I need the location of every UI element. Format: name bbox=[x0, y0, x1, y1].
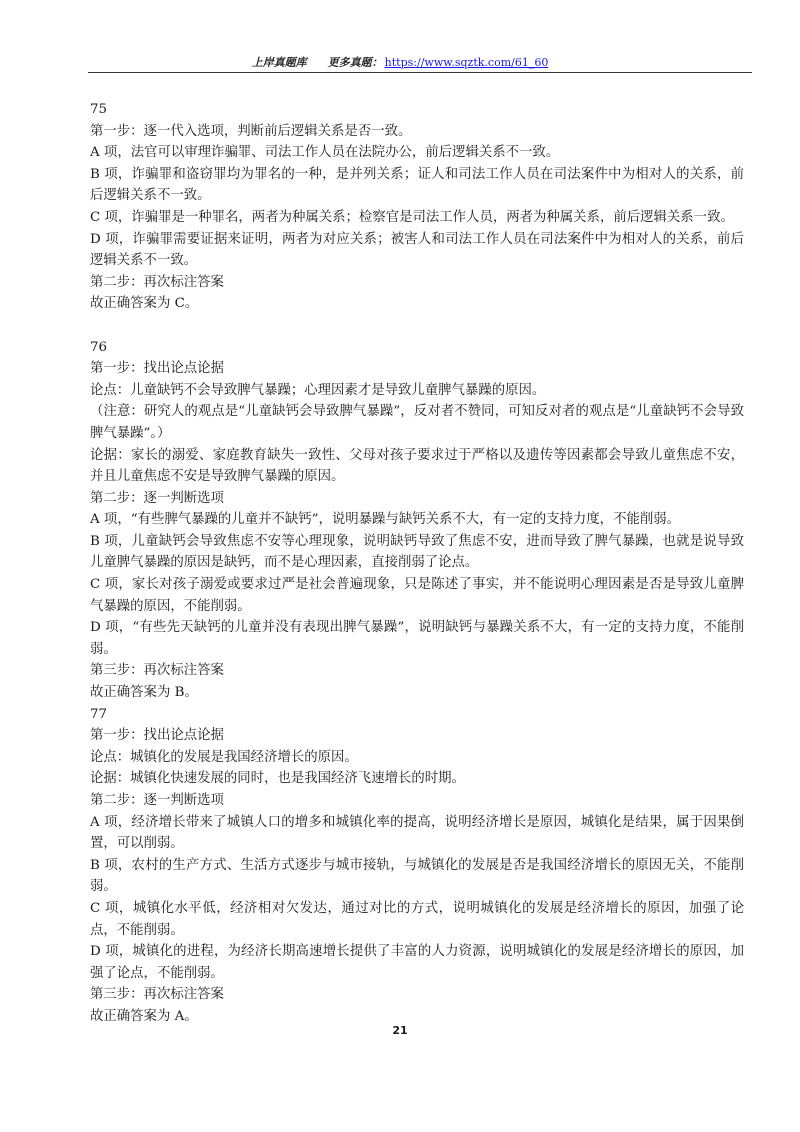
question-77 bbox=[90, 704, 744, 1028]
option-c-line: C 项，城镇化水平低，经济相对欠发达，通过对比的方式，说明城镇化的发展是经济增长的原因，加强了论点，不能削弱。 bbox=[90, 900, 744, 938]
option-d-line: D 项，城镇化的进程，为经济长期高速增长提供了丰富的人力资源，说明城镇化的发展是经济增长的原因，加强了论点，不能削弱。 bbox=[90, 944, 744, 981]
option-b-line: B 项，儿童缺钙会导致焦虑不安等心理现象，说明缺钙导致了焦虑不安，进而导致了脾气暴躁，也就是说导致儿童脾气暴躁的原因是缺钙，而不是心理因素，直接削弱了论点。 bbox=[90, 533, 744, 571]
page-header bbox=[0, 56, 800, 70]
site-label: 上岸真题库 bbox=[251, 56, 307, 69]
header-link[interactable]: https://www.sqztk.com/61_60 bbox=[384, 56, 549, 69]
option-c-line: C 项，诈骗罪是一种罪名，两者为种属关系；检察官是司法工作人员，两者为种属关系，前后逻辑关系一致。 bbox=[90, 209, 734, 225]
header-divider bbox=[88, 72, 752, 73]
thesis-line: 论点：儿童缺钙不会导致脾气暴躁；心理因素才是导致儿童脾气暴躁的原因。 bbox=[90, 382, 546, 398]
more-label: 更多真题： bbox=[327, 56, 383, 69]
option-a-line: A 项，经济增长带来了城镇人口的增多和城镇化率的提高，说明经济增长是原因，城镇化是结果，属于因果倒置，可以削弱。 bbox=[90, 814, 744, 852]
option-c-line: C 项，家长对孩子溺爱或要求过严是社会普遍现象，只是陈述了事实，并不能说明心理因素是否是导致儿童脾气暴躁的原因，不能削弱。 bbox=[90, 577, 744, 614]
page-number: 21 bbox=[392, 1024, 408, 1037]
thesis-line: 论点：城镇化的发展是我国经济增长的原因。 bbox=[90, 749, 358, 765]
question-number: 76 bbox=[90, 339, 108, 355]
answer-line: 故正确答案为 A。 bbox=[90, 1008, 198, 1024]
answer-line: 故正确答案为 C。 bbox=[90, 296, 199, 312]
evidence-line: 论据：城镇化快速发展的同时，也是我国经济飞速增长的时期。 bbox=[90, 771, 465, 787]
option-b-line: B 项，农村的生产方式、生活方式逐步与城市接轨，与城镇化的发展是否是我国经济增长的原因无关，不能削弱。 bbox=[90, 857, 744, 895]
step-line: 第一步：找出论点论据 bbox=[90, 361, 224, 377]
option-d-line: D 项，“有些先天缺钙的儿童并没有表现出脾气暴躁”，说明缺钙与暴躁关系不大，有一定的支持力度，不能削弱。 bbox=[90, 620, 744, 657]
evidence-line: 论据：家长的溺爱、家庭教育缺失一致性、父母对孩子要求过于严格以及遗传等因素都会导致儿童焦虑不安，并且儿童焦虑不安是导致脾气暴躁的原因。 bbox=[90, 447, 744, 485]
step-line: 第二步：逐一判断选项 bbox=[90, 490, 224, 506]
step-line: 第三步：再次标注答案 bbox=[90, 663, 224, 679]
question-75 bbox=[90, 99, 744, 315]
step-line: 第二步：再次标注答案 bbox=[90, 274, 224, 290]
note-line: （注意：研究人的观点是“儿童缺钙会导致脾气暴躁”，反对者不赞同，可知反对者的观点是“儿童缺钙不会导致脾气暴躁”。） bbox=[90, 404, 744, 441]
step-line: 第三步：再次标注答案 bbox=[90, 987, 224, 1003]
option-a-line: A 项，“有些脾气暴躁的儿童并不缺钙”，说明暴躁与缺钙关系不大，有一定的支持力度，不能削弱。 bbox=[90, 512, 681, 528]
question-76 bbox=[90, 337, 744, 704]
answer-line: 故正确答案为 B。 bbox=[90, 685, 198, 701]
option-d-line: D 项，诈骗罪需要证据来证明，两者为对应关系；被害人和司法工作人员在司法案件中为相对人的关系，前后逻辑关系不一致。 bbox=[90, 231, 744, 269]
option-b-line: B 项，诈骗罪和盗窃罪均为罪名的一种，是并列关系；证人和司法工作人员在司法案件中为相对人的关系，前后逻辑关系不一致。 bbox=[90, 166, 744, 204]
option-a-line: A 项，法官可以审理诈骗罪、司法工作人员在法院办公，前后逻辑关系不一致。 bbox=[90, 145, 560, 161]
spacer bbox=[90, 315, 744, 337]
step-line: 第一步：找出论点论据 bbox=[90, 728, 224, 744]
question-number: 77 bbox=[90, 706, 108, 722]
question-number: 75 bbox=[90, 102, 108, 117]
step-line: 第一步：逐一代入选项，判断前后逻辑关系是否一致。 bbox=[90, 123, 412, 139]
step-line: 第二步：逐一判断选项 bbox=[90, 793, 224, 808]
document-body bbox=[90, 99, 744, 1028]
